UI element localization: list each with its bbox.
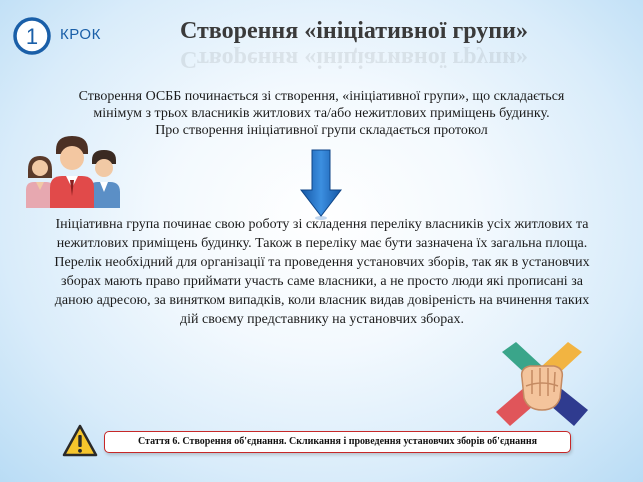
page-title: Створення «ініціативної групи»	[180, 18, 528, 44]
intro-line-3: Про створення ініціативної групи складається протокол	[155, 123, 488, 138]
step-number-icon	[12, 16, 52, 56]
step-number: 1	[25, 24, 39, 49]
body-text: Ініціативна група починає свою роботу зі складення переліку власників усіх житлових та нежитлових приміщень будинку. Також в переліку має бути зазначена їх загальна площа. Перелік необхідний для організації та проведення установчих зборів, так як в установчих зборах мають право приймати участь саме власники, а не просто люди які прописані за даною адресою, за винятком випадків, коли власник видав довіреність на вчинення таких дій своєму представнику на установчих зборах.	[54, 217, 590, 327]
article-link[interactable]: Стаття 6. Створення об'єднання. Скликання і проведення установчих зборів об'єднання	[104, 431, 571, 453]
warning-icon	[62, 424, 98, 458]
step-label: КРОК	[60, 26, 101, 43]
arrow-down-icon	[300, 150, 342, 222]
intro-line-1: Створення ОСББ починається зі створення, «ініціативної групи», що складається	[78, 89, 565, 104]
page-title-reflection: Створення «ініціативної групи»	[180, 46, 528, 72]
joined-hands-icon	[492, 342, 592, 430]
intro-line-2: мінімум з трьох власників житлових та/або нежитлових приміщень будинку.	[93, 106, 550, 121]
group-of-people-icon	[22, 130, 122, 208]
